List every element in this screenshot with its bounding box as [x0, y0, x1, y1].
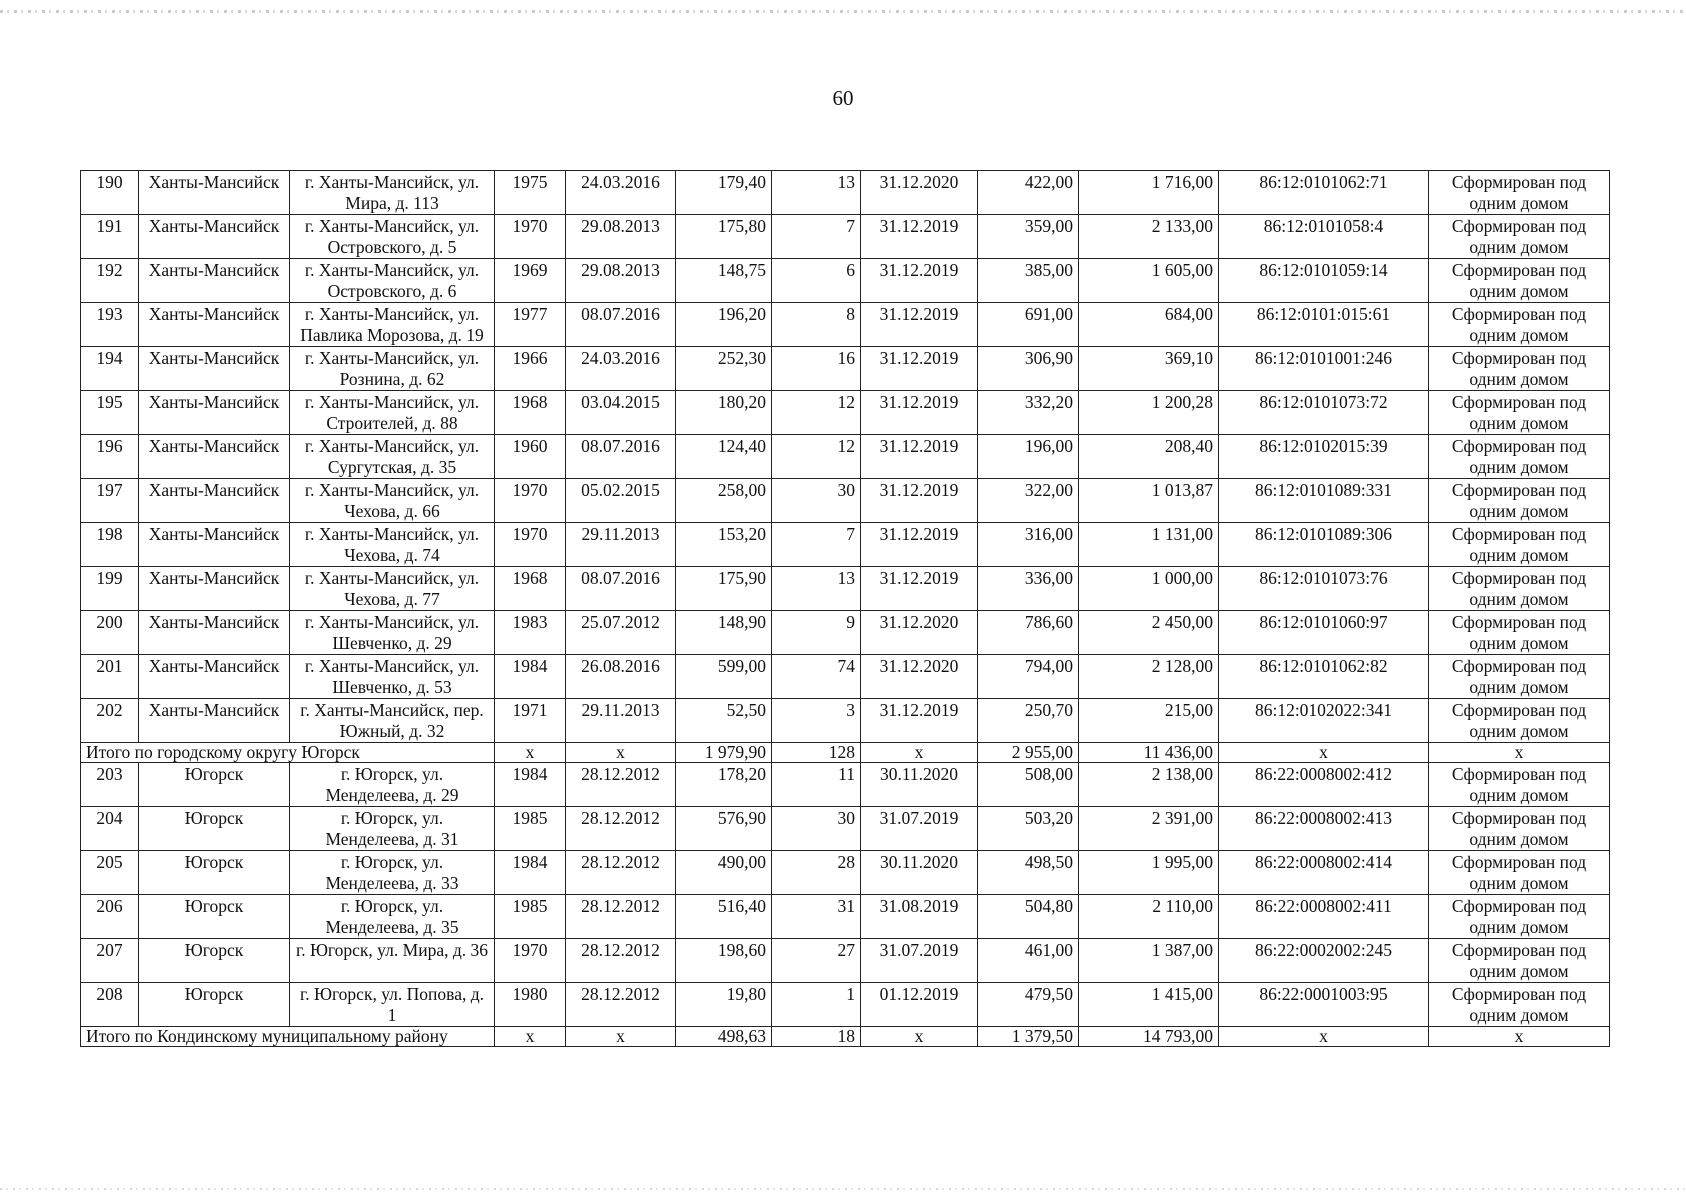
city-cell: Ханты-Мансийск [139, 435, 290, 479]
year-cell: 1970 [495, 523, 566, 567]
total-cost-cell: 684,00 [1079, 303, 1219, 347]
table-row [81, 347, 1610, 391]
deadline-cell: 31.12.2019 [861, 479, 978, 523]
cadastre-number-cell: 86:22:0008002:413 [1219, 807, 1429, 851]
cost-cell: 503,20 [978, 807, 1079, 851]
total-cost-cell: 369,10 [1079, 347, 1219, 391]
area-cell: 180,20 [676, 391, 772, 435]
cost-cell: 332,20 [978, 391, 1079, 435]
date-cell: 28.12.2012 [566, 983, 676, 1027]
year-cell: 1970 [495, 939, 566, 983]
area-cell: 148,75 [676, 259, 772, 303]
deadline-cell: 31.12.2019 [861, 567, 978, 611]
total-year-cell: х [495, 743, 566, 763]
status-cell: Сформирован под одним домом [1429, 983, 1610, 1027]
address-cell: г. Ханты-Мансийск, ул. Чехова, д. 74 [290, 523, 495, 567]
table-row [81, 259, 1610, 303]
year-cell: 1983 [495, 611, 566, 655]
city-cell: Ханты-Мансийск [139, 259, 290, 303]
city-cell: Югорск [139, 763, 290, 807]
area-cell: 252,30 [676, 347, 772, 391]
table-row [81, 215, 1610, 259]
address-cell: г. Ханты-Мансийск, ул. Павлика Морозова, д. 19 [290, 303, 495, 347]
date-cell: 28.12.2012 [566, 895, 676, 939]
row-number: 193 [81, 303, 139, 347]
people-count-cell: 12 [772, 391, 861, 435]
people-count-cell: 1 [772, 983, 861, 1027]
people-count-cell: 28 [772, 851, 861, 895]
people-count-cell: 11 [772, 763, 861, 807]
city-cell: Ханты-Мансийск [139, 567, 290, 611]
row-number: 201 [81, 655, 139, 699]
year-cell: 1977 [495, 303, 566, 347]
year-cell: 1968 [495, 391, 566, 435]
cadastre-number-cell: 86:12:0101058:4 [1219, 215, 1429, 259]
table-row [81, 523, 1610, 567]
total-cost-cell: 1 013,87 [1079, 479, 1219, 523]
date-cell: 08.07.2016 [566, 567, 676, 611]
table-row [81, 303, 1610, 347]
year-cell: 1975 [495, 171, 566, 215]
status-cell: Сформирован под одним домом [1429, 259, 1610, 303]
area-cell: 258,00 [676, 479, 772, 523]
total-date-cell: х [566, 743, 676, 763]
row-number: 199 [81, 567, 139, 611]
row-number: 192 [81, 259, 139, 303]
city-cell: Ханты-Мансийск [139, 303, 290, 347]
deadline-cell: 31.07.2019 [861, 807, 978, 851]
deadline-cell: 01.12.2019 [861, 983, 978, 1027]
table-row [81, 479, 1610, 523]
cost-cell: 359,00 [978, 215, 1079, 259]
date-cell: 28.12.2012 [566, 763, 676, 807]
date-cell: 05.02.2015 [566, 479, 676, 523]
date-cell: 24.03.2016 [566, 171, 676, 215]
people-count-cell: 8 [772, 303, 861, 347]
total-sum-cell: 11 436,00 [1079, 743, 1219, 763]
city-cell: Ханты-Мансийск [139, 523, 290, 567]
table-row [81, 763, 1610, 807]
status-cell: Сформирован под одним домом [1429, 807, 1610, 851]
date-cell: 29.08.2013 [566, 215, 676, 259]
total-cost-cell: 2 128,00 [1079, 655, 1219, 699]
area-cell: 490,00 [676, 851, 772, 895]
cost-cell: 306,90 [978, 347, 1079, 391]
total-cost-cell: 1 387,00 [1079, 939, 1219, 983]
row-number: 202 [81, 699, 139, 743]
deadline-cell: 30.11.2020 [861, 851, 978, 895]
register-table [80, 170, 1610, 1047]
total-cost-cell: 1 605,00 [1079, 259, 1219, 303]
deadline-cell: 31.12.2019 [861, 303, 978, 347]
subtotal-label: Итого по городскому округу Югорск [81, 743, 495, 763]
row-number: 191 [81, 215, 139, 259]
total-cadastre-cell: х [1219, 1027, 1429, 1047]
scan-edge-top [0, 10, 1686, 13]
cadastre-number-cell: 86:12:0101060:97 [1219, 611, 1429, 655]
table-row [81, 699, 1610, 743]
area-cell: 516,40 [676, 895, 772, 939]
date-cell: 24.03.2016 [566, 347, 676, 391]
cadastre-number-cell: 86:12:0101089:306 [1219, 523, 1429, 567]
total-cadastre-cell: х [1219, 743, 1429, 763]
total-cost-cell: 2 450,00 [1079, 611, 1219, 655]
cadastre-number-cell: 86:12:0101062:71 [1219, 171, 1429, 215]
people-count-cell: 30 [772, 807, 861, 851]
total-status-cell: х [1429, 743, 1610, 763]
address-cell: г. Ханты-Мансийск, ул. Чехова, д. 66 [290, 479, 495, 523]
status-cell: Сформирован под одним домом [1429, 699, 1610, 743]
deadline-cell: 30.11.2020 [861, 763, 978, 807]
total-status-cell: х [1429, 1027, 1610, 1047]
city-cell: Ханты-Мансийск [139, 699, 290, 743]
cost-cell: 250,70 [978, 699, 1079, 743]
table-row [81, 983, 1610, 1027]
total-cost-cell: 2 110,00 [1079, 895, 1219, 939]
date-cell: 28.12.2012 [566, 851, 676, 895]
total-deadline-cell: х [861, 743, 978, 763]
status-cell: Сформирован под одним домом [1429, 895, 1610, 939]
area-cell: 178,20 [676, 763, 772, 807]
status-cell: Сформирован под одним домом [1429, 523, 1610, 567]
total-cost-cell: 1 415,00 [1079, 983, 1219, 1027]
area-cell: 175,80 [676, 215, 772, 259]
total-cost-cell: 215,00 [1079, 699, 1219, 743]
address-cell: г. Югорск, ул. Попова, д. 1 [290, 983, 495, 1027]
cost-cell: 336,00 [978, 567, 1079, 611]
status-cell: Сформирован под одним домом [1429, 479, 1610, 523]
status-cell: Сформирован под одним домом [1429, 763, 1610, 807]
year-cell: 1968 [495, 567, 566, 611]
status-cell: Сформирован под одним домом [1429, 655, 1610, 699]
city-cell: Югорск [139, 939, 290, 983]
cadastre-number-cell: 86:12:0101089:331 [1219, 479, 1429, 523]
people-count-cell: 6 [772, 259, 861, 303]
total-cost-cell: 1 000,00 [1079, 567, 1219, 611]
deadline-cell: 31.12.2019 [861, 347, 978, 391]
cadastre-number-cell: 86:12:0101073:76 [1219, 567, 1429, 611]
area-cell: 599,00 [676, 655, 772, 699]
address-cell: г. Ханты-Мансийск, ул. Строителей, д. 88 [290, 391, 495, 435]
people-count-cell: 7 [772, 523, 861, 567]
cost-cell: 508,00 [978, 763, 1079, 807]
city-cell: Югорск [139, 807, 290, 851]
row-number: 194 [81, 347, 139, 391]
table-row [81, 807, 1610, 851]
row-number: 197 [81, 479, 139, 523]
city-cell: Югорск [139, 851, 290, 895]
area-cell: 576,90 [676, 807, 772, 851]
row-number: 205 [81, 851, 139, 895]
address-cell: г. Ханты-Мансийск, ул. Рознина, д. 62 [290, 347, 495, 391]
city-cell: Югорск [139, 895, 290, 939]
address-cell: г. Ханты-Мансийск, ул. Шевченко, д. 29 [290, 611, 495, 655]
total-cost-cell: 2 138,00 [1079, 763, 1219, 807]
cost-cell: 385,00 [978, 259, 1079, 303]
year-cell: 1970 [495, 215, 566, 259]
city-cell: Ханты-Мансийск [139, 347, 290, 391]
address-cell: г. Югорск, ул. Менделеева, д. 31 [290, 807, 495, 851]
address-cell: г. Ханты-Мансийск, ул. Островского, д. 6 [290, 259, 495, 303]
date-cell: 29.11.2013 [566, 523, 676, 567]
address-cell: г. Ханты-Мансийск, ул. Сургутская, д. 35 [290, 435, 495, 479]
cadastre-number-cell: 86:12:0101059:14 [1219, 259, 1429, 303]
address-cell: г. Ханты-Мансийск, ул. Чехова, д. 77 [290, 567, 495, 611]
row-number: 203 [81, 763, 139, 807]
table-row [81, 611, 1610, 655]
subtotal-label: Итого по Кондинскому муниципальному району [81, 1027, 495, 1047]
year-cell: 1969 [495, 259, 566, 303]
cadastre-number-cell: 86:22:0008002:412 [1219, 763, 1429, 807]
cadastre-number-cell: 86:22:0001003:95 [1219, 983, 1429, 1027]
table-row [81, 895, 1610, 939]
deadline-cell: 31.12.2019 [861, 699, 978, 743]
date-cell: 29.11.2013 [566, 699, 676, 743]
row-number: 198 [81, 523, 139, 567]
date-cell: 26.08.2016 [566, 655, 676, 699]
year-cell: 1960 [495, 435, 566, 479]
people-count-cell: 9 [772, 611, 861, 655]
row-number: 208 [81, 983, 139, 1027]
row-number: 207 [81, 939, 139, 983]
deadline-cell: 31.08.2019 [861, 895, 978, 939]
cadastre-number-cell: 86:12:0102022:341 [1219, 699, 1429, 743]
year-cell: 1980 [495, 983, 566, 1027]
city-cell: Ханты-Мансийск [139, 655, 290, 699]
deadline-cell: 31.12.2019 [861, 391, 978, 435]
address-cell: г. Югорск, ул. Менделеева, д. 29 [290, 763, 495, 807]
status-cell: Сформирован под одним домом [1429, 851, 1610, 895]
date-cell: 08.07.2016 [566, 435, 676, 479]
deadline-cell: 31.12.2020 [861, 655, 978, 699]
cost-cell: 196,00 [978, 435, 1079, 479]
subtotal-row [81, 743, 1610, 763]
area-cell: 19,80 [676, 983, 772, 1027]
status-cell: Сформирован под одним домом [1429, 435, 1610, 479]
address-cell: г. Югорск, ул. Менделеева, д. 33 [290, 851, 495, 895]
cadastre-number-cell: 86:12:0101073:72 [1219, 391, 1429, 435]
cadastre-number-cell: 86:12:0102015:39 [1219, 435, 1429, 479]
total-date-cell: х [566, 1027, 676, 1047]
total-cost-cell: 208,40 [1079, 435, 1219, 479]
cost-cell: 461,00 [978, 939, 1079, 983]
area-cell: 196,20 [676, 303, 772, 347]
people-count-cell: 13 [772, 171, 861, 215]
area-cell: 153,20 [676, 523, 772, 567]
total-cost-cell: 1 131,00 [1079, 523, 1219, 567]
cadastre-number-cell: 86:12:0101:015:61 [1219, 303, 1429, 347]
total-people-cell: 128 [772, 743, 861, 763]
people-count-cell: 31 [772, 895, 861, 939]
table-row [81, 851, 1610, 895]
cost-cell: 316,00 [978, 523, 1079, 567]
scan-edge-bottom [0, 1188, 1686, 1190]
year-cell: 1966 [495, 347, 566, 391]
total-area-cell: 1 979,90 [676, 743, 772, 763]
city-cell: Ханты-Мансийск [139, 215, 290, 259]
address-cell: г. Ханты-Мансийск, ул. Островского, д. 5 [290, 215, 495, 259]
total-year-cell: х [495, 1027, 566, 1047]
address-cell: г. Ханты-Мансийск, ул. Мира, д. 113 [290, 171, 495, 215]
table-row [81, 655, 1610, 699]
row-number: 206 [81, 895, 139, 939]
status-cell: Сформирован под одним домом [1429, 611, 1610, 655]
cost-cell: 786,60 [978, 611, 1079, 655]
address-cell: г. Ханты-Мансийск, пер. Южный, д. 32 [290, 699, 495, 743]
cost-cell: 691,00 [978, 303, 1079, 347]
people-count-cell: 74 [772, 655, 861, 699]
total-cost-cell: 1 200,28 [1079, 391, 1219, 435]
status-cell: Сформирован под одним домом [1429, 939, 1610, 983]
people-count-cell: 3 [772, 699, 861, 743]
people-count-cell: 16 [772, 347, 861, 391]
deadline-cell: 31.12.2020 [861, 171, 978, 215]
total-area-cell: 498,63 [676, 1027, 772, 1047]
year-cell: 1970 [495, 479, 566, 523]
table-row [81, 171, 1610, 215]
address-cell: г. Югорск, ул. Мира, д. 36 [290, 939, 495, 983]
cost-cell: 504,80 [978, 895, 1079, 939]
total-cost-cell: 2 391,00 [1079, 807, 1219, 851]
deadline-cell: 31.12.2019 [861, 523, 978, 567]
people-count-cell: 13 [772, 567, 861, 611]
year-cell: 1984 [495, 851, 566, 895]
people-count-cell: 30 [772, 479, 861, 523]
address-cell: г. Югорск, ул. Менделеева, д. 35 [290, 895, 495, 939]
page-number: 60 [832, 86, 854, 110]
people-count-cell: 7 [772, 215, 861, 259]
status-cell: Сформирован под одним домом [1429, 215, 1610, 259]
cadastre-number-cell: 86:22:0008002:411 [1219, 895, 1429, 939]
status-cell: Сформирован под одним домом [1429, 303, 1610, 347]
year-cell: 1971 [495, 699, 566, 743]
date-cell: 25.07.2012 [566, 611, 676, 655]
deadline-cell: 31.12.2019 [861, 435, 978, 479]
total-cost-cell: 2 133,00 [1079, 215, 1219, 259]
cadastre-number-cell: 86:22:0008002:414 [1219, 851, 1429, 895]
deadline-cell: 31.12.2020 [861, 611, 978, 655]
status-cell: Сформирован под одним домом [1429, 171, 1610, 215]
table-row [81, 567, 1610, 611]
city-cell: Ханты-Мансийск [139, 171, 290, 215]
total-cost-cell: 2 955,00 [978, 743, 1079, 763]
deadline-cell: 31.12.2019 [861, 259, 978, 303]
total-deadline-cell: х [861, 1027, 978, 1047]
cadastre-number-cell: 86:22:0002002:245 [1219, 939, 1429, 983]
people-count-cell: 12 [772, 435, 861, 479]
status-cell: Сформирован под одним домом [1429, 567, 1610, 611]
row-number: 190 [81, 171, 139, 215]
address-cell: г. Ханты-Мансийск, ул. Шевченко, д. 53 [290, 655, 495, 699]
cadastre-number-cell: 86:12:0101001:246 [1219, 347, 1429, 391]
total-cost-cell: 1 379,50 [978, 1027, 1079, 1047]
area-cell: 52,50 [676, 699, 772, 743]
year-cell: 1984 [495, 763, 566, 807]
cost-cell: 794,00 [978, 655, 1079, 699]
people-count-cell: 27 [772, 939, 861, 983]
total-people-cell: 18 [772, 1027, 861, 1047]
date-cell: 28.12.2012 [566, 807, 676, 851]
city-cell: Ханты-Мансийск [139, 391, 290, 435]
date-cell: 29.08.2013 [566, 259, 676, 303]
area-cell: 124,40 [676, 435, 772, 479]
table-row [81, 391, 1610, 435]
date-cell: 03.04.2015 [566, 391, 676, 435]
year-cell: 1985 [495, 807, 566, 851]
deadline-cell: 31.07.2019 [861, 939, 978, 983]
cost-cell: 422,00 [978, 171, 1079, 215]
cost-cell: 498,50 [978, 851, 1079, 895]
area-cell: 198,60 [676, 939, 772, 983]
status-cell: Сформирован под одним домом [1429, 347, 1610, 391]
cost-cell: 479,50 [978, 983, 1079, 1027]
deadline-cell: 31.12.2019 [861, 215, 978, 259]
date-cell: 08.07.2016 [566, 303, 676, 347]
table-body [81, 171, 1610, 1047]
year-cell: 1984 [495, 655, 566, 699]
cadastre-number-cell: 86:12:0101062:82 [1219, 655, 1429, 699]
row-number: 204 [81, 807, 139, 851]
row-number: 200 [81, 611, 139, 655]
total-sum-cell: 14 793,00 [1079, 1027, 1219, 1047]
city-cell: Ханты-Мансийск [139, 479, 290, 523]
table-row [81, 939, 1610, 983]
total-cost-cell: 1 716,00 [1079, 171, 1219, 215]
subtotal-row [81, 1027, 1610, 1047]
year-cell: 1985 [495, 895, 566, 939]
city-cell: Югорск [139, 983, 290, 1027]
date-cell: 28.12.2012 [566, 939, 676, 983]
row-number: 195 [81, 391, 139, 435]
status-cell: Сформирован под одним домом [1429, 391, 1610, 435]
row-number: 196 [81, 435, 139, 479]
total-cost-cell: 1 995,00 [1079, 851, 1219, 895]
area-cell: 148,90 [676, 611, 772, 655]
area-cell: 179,40 [676, 171, 772, 215]
city-cell: Ханты-Мансийск [139, 611, 290, 655]
table-row [81, 435, 1610, 479]
area-cell: 175,90 [676, 567, 772, 611]
cost-cell: 322,00 [978, 479, 1079, 523]
